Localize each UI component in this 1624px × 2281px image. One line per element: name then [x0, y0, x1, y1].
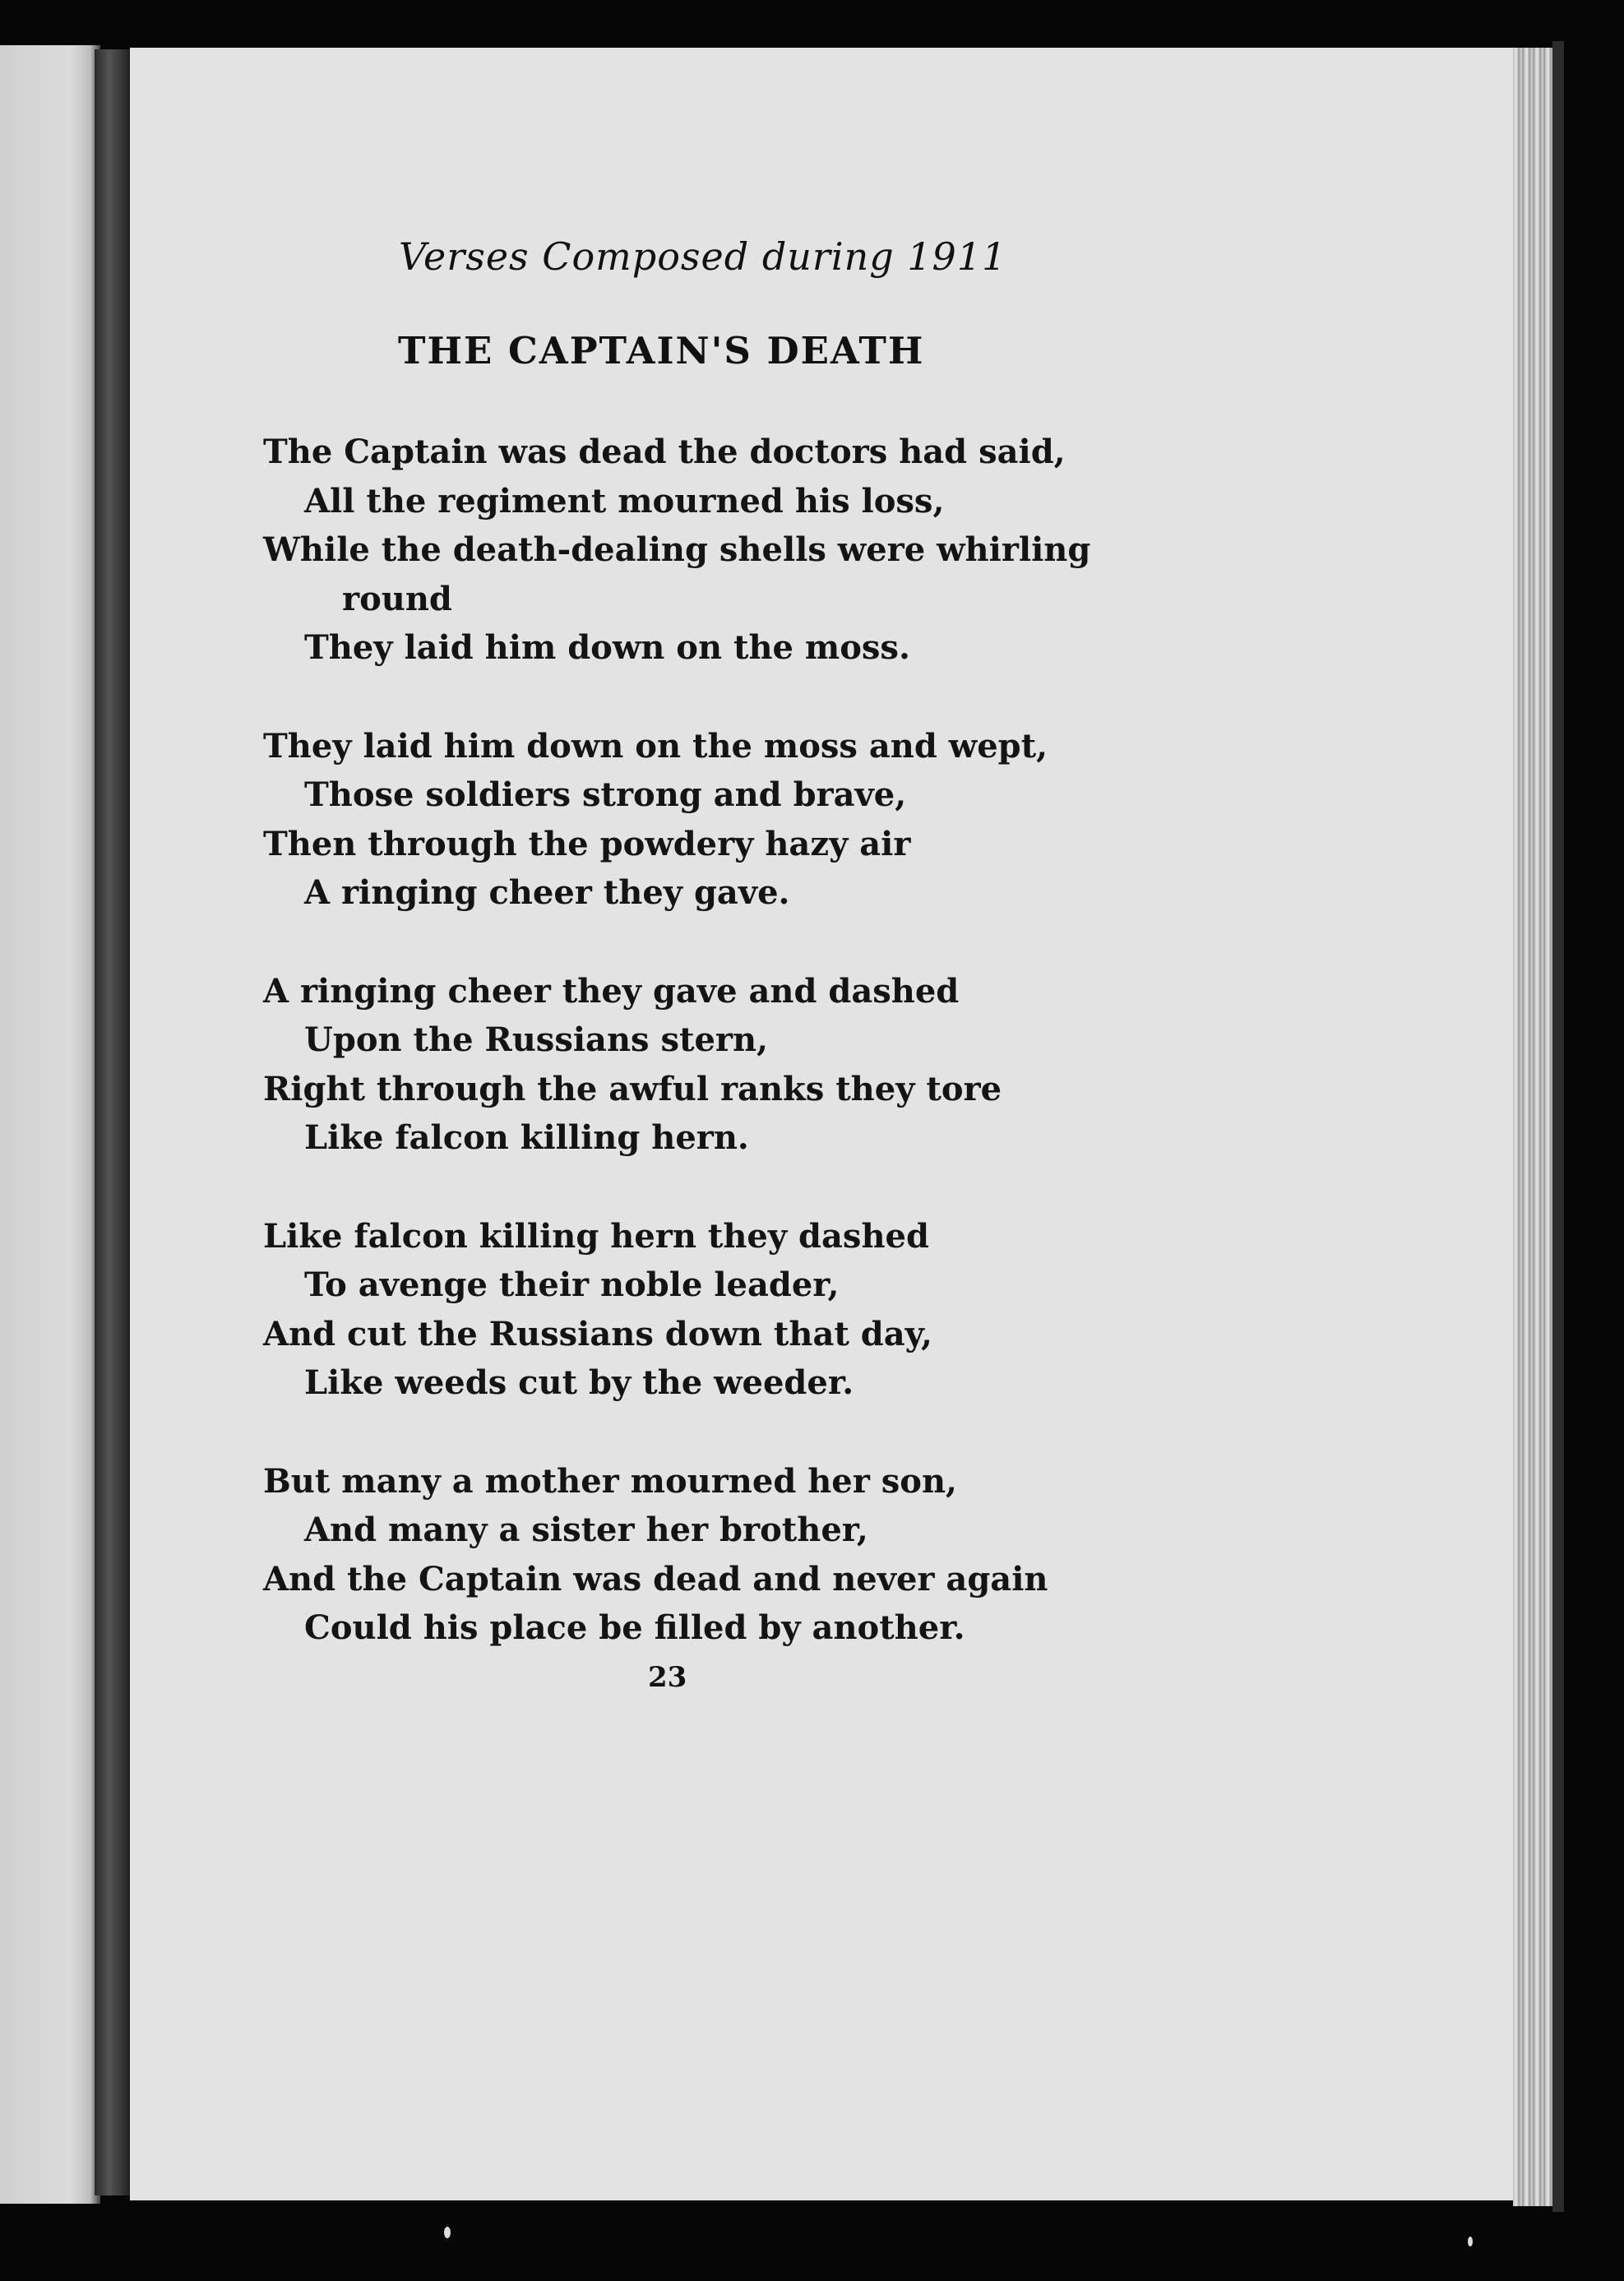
- poem-line: Could his place be filled by another.: [304, 1608, 965, 1647]
- poem-line: Like falcon killing hern they dashed: [263, 1216, 929, 1256]
- poem-line: While the death-dealing shells were whirling: [263, 530, 1091, 569]
- poem-line: Right through the awful ranks they tore: [263, 1069, 1002, 1108]
- poem-line: Like weeds cut by the weeder.: [304, 1363, 854, 1402]
- stanza-4: [263, 1212, 1168, 1408]
- running-header: Verses Composed during 1911: [399, 234, 1007, 279]
- poem-line: Then through the powdery hazy air: [263, 824, 911, 863]
- poem-line: All the regiment mourned his loss,: [304, 481, 945, 521]
- dust-speck: [444, 2227, 451, 2238]
- poem-line: But many a mother mourned her son,: [263, 1461, 957, 1501]
- stanza-5: [263, 1457, 1168, 1653]
- stanza-2: [263, 722, 1168, 918]
- poem-line: And cut the Russians down that day,: [263, 1314, 932, 1353]
- stanza-1: [263, 428, 1168, 673]
- poem-line: They laid him down on the moss.: [304, 628, 910, 667]
- poem-line: A ringing cheer they gave.: [304, 873, 790, 912]
- page-stack-edge: [1513, 48, 1552, 2206]
- poem-line: The Captain was dead the doctors had said,: [263, 433, 1066, 471]
- poem-line: To avenge their noble leader,: [304, 1265, 840, 1304]
- poem-line: Like falcon killing hern.: [304, 1118, 749, 1157]
- poem-line: And the Captain was dead and never again: [263, 1559, 1048, 1599]
- adjacent-page-edge: [0, 45, 100, 2204]
- book-cover-edge: [1552, 41, 1564, 2212]
- poem-line: round: [342, 579, 452, 618]
- poem-body: [263, 428, 1168, 1702]
- stanza-3: [263, 967, 1168, 1163]
- book-gutter: [95, 49, 132, 2195]
- poem-line: Upon the Russians stern,: [304, 1020, 769, 1059]
- poem-line: They laid him down on the moss and wept,: [263, 726, 1048, 766]
- poem-line: A ringing cheer they gave and dashed: [263, 971, 960, 1011]
- poem-title: THE CAPTAIN'S DEATH: [398, 329, 925, 372]
- page-number: 23: [648, 1661, 687, 1694]
- poem-line: Those soldiers strong and brave,: [304, 775, 907, 814]
- dust-speck: [1468, 2237, 1473, 2246]
- poem-line: And many a sister her brother,: [304, 1511, 868, 1549]
